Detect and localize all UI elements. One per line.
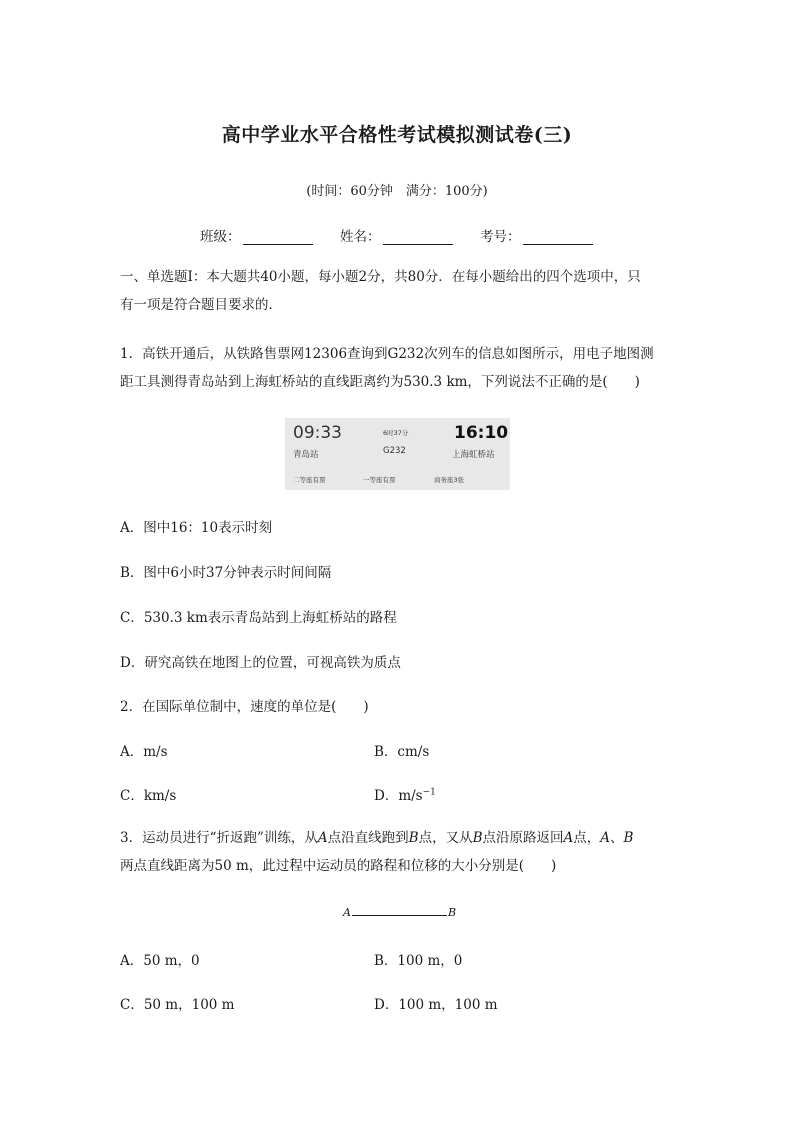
q3-text-3: 点，又从 — [418, 830, 473, 846]
q3-text-2: 点沿直线跑到 — [327, 830, 409, 846]
question-1-stem — [120, 340, 680, 396]
seat-business-class: 商务座3张 — [434, 476, 465, 484]
section-line-2: 有一项是符合题目要求的． — [120, 297, 282, 313]
q2-option-d-exponent: −1 — [422, 787, 436, 798]
name-blank — [383, 230, 453, 245]
q2-option-d — [374, 784, 436, 804]
class-label: 班级： — [200, 229, 241, 245]
q2-option-b: B．cm/s — [374, 744, 430, 760]
q3-var-a: A — [317, 830, 328, 846]
class-field — [200, 225, 313, 245]
exam-number-field — [480, 225, 593, 245]
q3-text-1: 3．运动员进行“折返跑”训练，从 — [120, 830, 318, 846]
q3-var-b-2: B — [472, 830, 483, 846]
q1-line-2: 距工具测得青岛站到上海虹桥站的直线距离约为530.3 km，下列说法不正确的是( ) — [120, 374, 640, 390]
point-a-label: A — [343, 906, 351, 919]
q3-option-b: B．100 m，0 — [374, 953, 463, 969]
section-instructions — [120, 263, 680, 319]
q3-var-b: B — [408, 830, 419, 846]
trip-duration: 6时37分 — [383, 429, 409, 437]
q1-option-b: B．图中6小时37分钟表示时间间隔 — [120, 565, 332, 581]
question-2-stem: 2．在国际单位制中，速度的单位是( ) — [120, 699, 369, 715]
page-title: 高中学业水平合格性考试模拟测试卷(三) — [221, 124, 573, 146]
seat-first-class: 一等座有票 — [363, 476, 396, 484]
seat-second-class: 二等座有票 — [293, 476, 326, 484]
q2-option-d-text: D．m/s — [374, 788, 423, 804]
arrive-station: 上海虹桥站 — [452, 450, 495, 460]
q1-line-1: 1．高铁开通后，从铁路售票网12306查询到G232次列车的信息如图所示，用电子地图测 — [120, 346, 654, 362]
q3-var-a-2: A — [563, 830, 574, 846]
class-blank — [243, 230, 313, 245]
q1-option-d: D．研究高铁在地图上的位置，可视高铁为质点 — [120, 655, 401, 671]
q3-var-b-3: B — [623, 830, 634, 846]
ab-segment — [352, 905, 447, 916]
point-b-label: B — [447, 906, 457, 919]
q3-option-a: A．50 m，0 — [120, 953, 200, 969]
q3-text-4: 点沿原路返回 — [482, 830, 564, 846]
question-3-stem — [120, 824, 680, 880]
q3-option-c: C．50 m，100 m — [120, 997, 235, 1013]
name-field — [340, 225, 453, 245]
train-ticket-figure — [285, 418, 510, 490]
q3-line-2: 两点直线距离为50 m，此过程中运动员的路程和位移的大小分别是( ) — [120, 858, 557, 874]
exam-time-score: (时间：60分钟 满分：100分) — [306, 184, 488, 199]
q3-line-1 — [120, 824, 680, 852]
q2-option-c: C．km/s — [120, 788, 177, 804]
arrive-time: 16:10 — [454, 423, 509, 443]
depart-time: 09:33 — [293, 423, 342, 443]
q2-option-a: A．m/s — [120, 744, 168, 760]
q1-option-a: A．图中16：10表示时刻 — [120, 520, 273, 536]
q1-option-c: C．530.3 km表示青岛站到上海虹桥站的路程 — [120, 610, 397, 626]
q3-text-6: 、 — [610, 830, 624, 846]
exam-number-blank — [523, 230, 593, 245]
q3-var-a-3: A — [600, 830, 610, 846]
q3-option-d: D．100 m，100 m — [374, 997, 498, 1013]
section-line-1: 一、单选题Ⅰ：本大题共40小题，每小题2分，共80分．在每小题给出的四个选项中，只 — [120, 269, 641, 285]
train-number: G232 — [383, 446, 406, 456]
q3-text-5: 点， — [573, 830, 601, 846]
name-label: 姓名： — [340, 229, 381, 245]
depart-station: 青岛站 — [293, 450, 319, 460]
exam-number-label: 考号： — [480, 229, 521, 245]
ab-line-diagram — [343, 905, 456, 919]
